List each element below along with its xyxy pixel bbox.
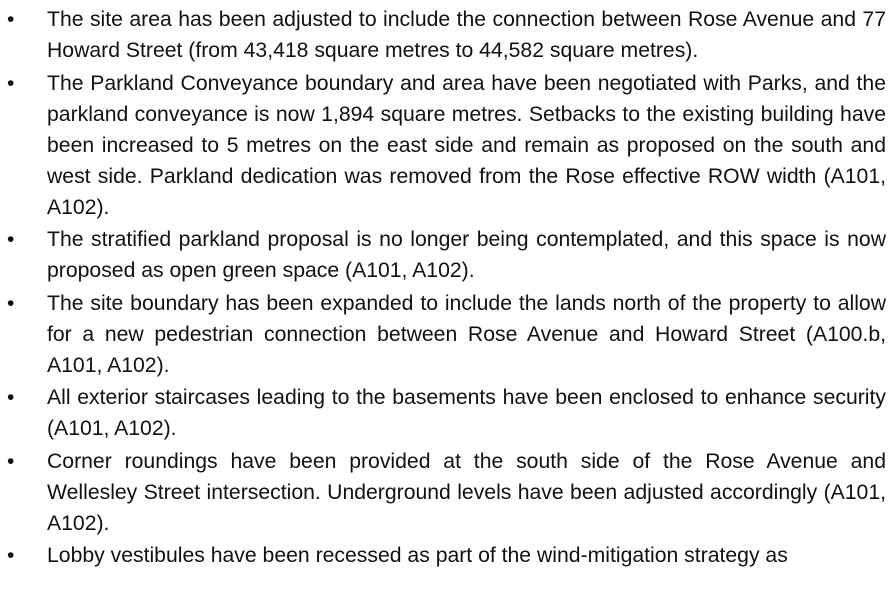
list-item <box>0 68 894 223</box>
list-item <box>0 224 894 286</box>
list-item <box>0 288 894 381</box>
bullet-icon: • <box>7 228 15 251</box>
list-item-text: The site boundary has been expanded to include the lands north of the property to allow for a new pedestrian connection between Rose Avenue and Howard Street (A100.b, A101, A102). <box>47 291 886 377</box>
bullet-icon: • <box>7 544 15 567</box>
list-item-text: The Parkland Conveyance boundary and area have been negotiated with Parks, and the parkland conveyance is now 1,894 square metres. Setbacks to the existing building have been increased to 5 metres on the east side and remain as proposed on the south and west side. Parkland dedication was removed from the Rose effective ROW width (A101, A102). <box>47 71 886 219</box>
list-item-text: The stratified parkland proposal is no longer being contemplated, and this space is now proposed as open green space (A101, A102). <box>47 228 886 282</box>
bullet-list <box>0 4 894 571</box>
bullet-icon: • <box>7 71 15 95</box>
list-item-text: All exterior staircases leading to the basements have been enclosed to enhance security (A101, A102). <box>47 386 886 440</box>
list-item-text: Lobby vestibules have been recessed as part of the wind-mitigation strategy as <box>47 544 788 567</box>
document-body <box>0 4 894 573</box>
bullet-icon: • <box>7 8 15 31</box>
list-item-text: Corner roundings have been provided at the south side of the Rose Avenue and Wellesley Street intersection. Underground levels have been adjusted accordingly (A101, A102). <box>47 449 886 535</box>
list-item <box>0 4 894 66</box>
bullet-icon: • <box>7 449 15 473</box>
list-item <box>0 446 894 539</box>
list-item <box>0 540 894 571</box>
list-item <box>0 382 894 444</box>
bullet-icon: • <box>7 291 15 315</box>
list-item-text: The site area has been adjusted to include the connection between Rose Avenue and 77 Howard Street (from 43,418 square metres to 44,582 square metres). <box>47 8 886 62</box>
bullet-icon: • <box>7 386 15 409</box>
